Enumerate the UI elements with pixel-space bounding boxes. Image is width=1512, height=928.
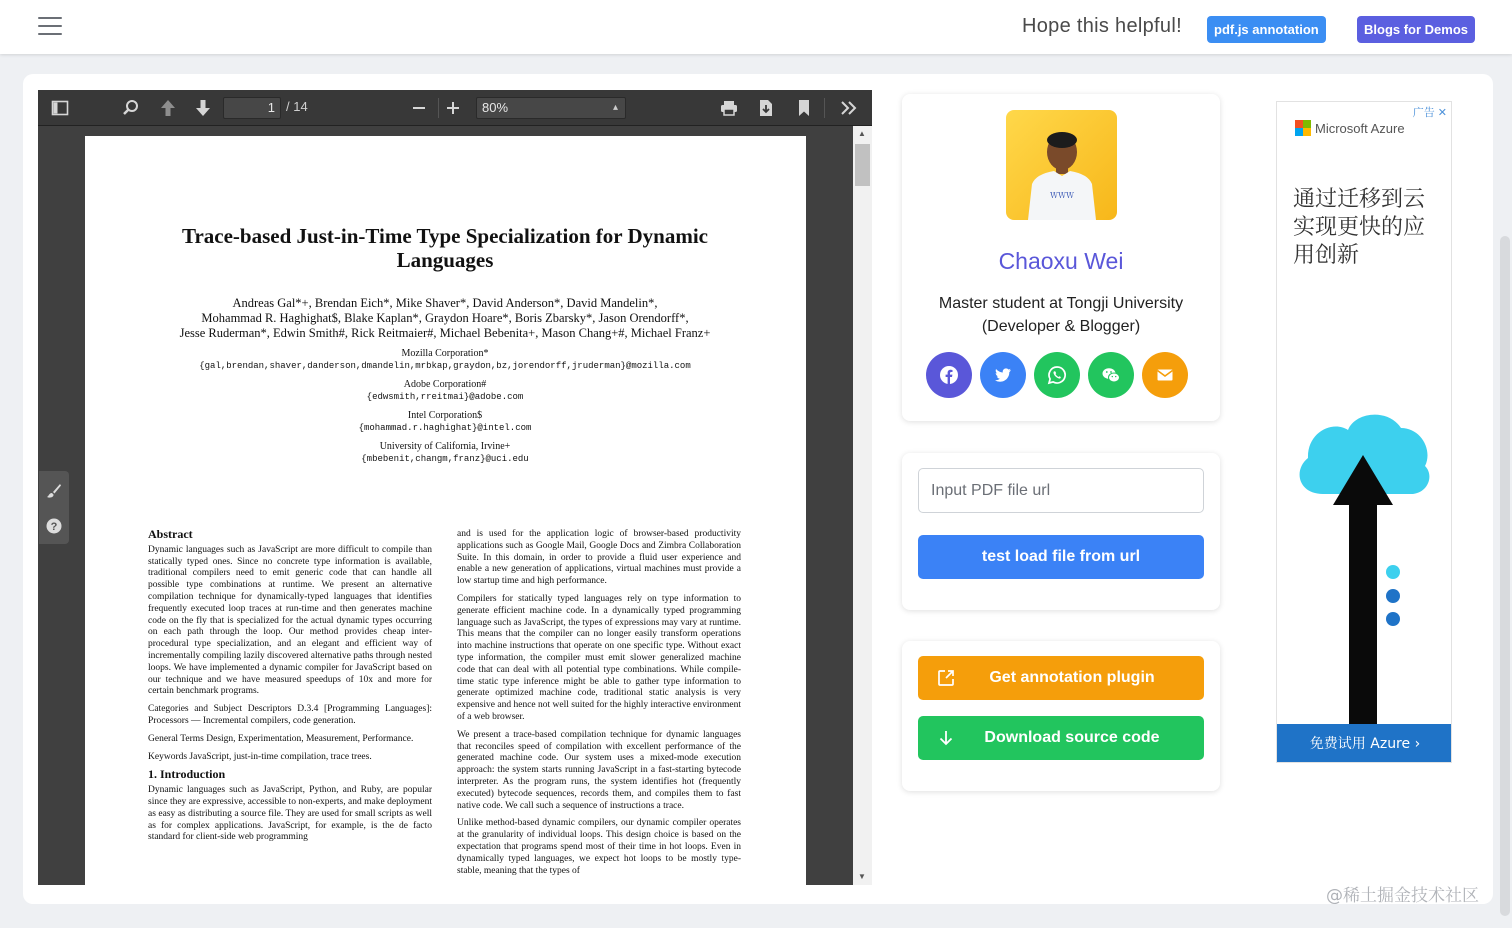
url-loader-card <box>902 453 1220 610</box>
affiliation <box>145 348 745 372</box>
page-number-input[interactable]: 1 <box>223 97 281 119</box>
profile-desc-line: Master student at Tongji University <box>938 295 1184 312</box>
brush-icon[interactable] <box>46 483 62 499</box>
affiliation-email: {mbebenit,changm,franz}@uci.edu <box>361 454 529 464</box>
ad-headline: 通过迁移到云实现更快的应用创新 <box>1293 187 1426 268</box>
microsoft-logo-icon <box>1295 120 1311 136</box>
facebook-button[interactable] <box>926 352 972 398</box>
ad-label-text: 广告 <box>1412 107 1435 119</box>
intro-heading: 1. Introduction <box>148 767 226 782</box>
print-icon[interactable] <box>719 98 739 118</box>
download-icon[interactable] <box>756 98 776 118</box>
authors-line: Mohammad R. Haghighat$, Blake Kaplan*, Graydon Hoare*, Boris Zbarsky*, Jason Orendorff*, <box>201 311 689 325</box>
keywords-text: Keywords JavaScript, just-in-time compilation, trace trees. <box>148 751 372 762</box>
tagline: Hope this helpful! <box>1022 15 1182 37</box>
close-icon[interactable]: ✕ <box>1437 107 1447 119</box>
ad-label[interactable] <box>1413 104 1447 120</box>
blogs-for-demos-button[interactable]: Blogs for Demos <box>1357 16 1475 43</box>
pdf-toolbar <box>38 90 872 126</box>
get-annotation-plugin-button[interactable] <box>918 656 1204 700</box>
watermark: @稀土掘金技术社区 <box>1326 886 1479 906</box>
profile-card <box>902 94 1220 421</box>
svg-text:ＷＷＷ: ＷＷＷ <box>1050 191 1074 200</box>
top-navbar <box>0 0 1512 54</box>
mail-icon <box>1155 365 1175 385</box>
affiliation <box>145 410 745 434</box>
avatar <box>1006 110 1117 220</box>
affiliation-email: {gal,brendan,shaver,danderson,dmandelin,mrbkap,graydon,bz,jorendorff,jruderman}@mozilla.com <box>199 361 691 371</box>
email-button[interactable] <box>1142 352 1188 398</box>
scroll-up-icon[interactable]: ▲ <box>858 129 866 138</box>
toolbar-divider <box>824 98 825 118</box>
authors-line: Jesse Ruderman*, Edwin Smith#, Rick Reitmaier#, Michael Bebenita+, Mason Chang+#, Michael Franz+ <box>179 326 711 340</box>
affiliation-name: Adobe Corporation# <box>403 379 487 390</box>
sidebar-toggle-icon[interactable] <box>50 98 70 118</box>
affiliation-email: {mohammad.r.haghighat}@intel.com <box>358 423 532 433</box>
viewer-scrollbar[interactable] <box>853 126 872 885</box>
left-column <box>148 529 432 850</box>
hamburger-icon[interactable] <box>38 17 62 37</box>
right-column <box>457 529 741 883</box>
pdf-url-input[interactable] <box>918 468 1204 513</box>
bookmark-icon[interactable] <box>794 98 814 118</box>
profile-name: Chaoxu Wei <box>998 248 1124 274</box>
terms-text: General Terms Design, Experimentation, Measurement, Performance. <box>148 733 414 744</box>
cloud-upload-icon <box>1293 410 1433 725</box>
body-paragraph: Compilers for statically typed languages rely on type information to generate efficient machine code. In a dynamically typed programming language such as JavaScript, the types of expressions may vary at runtime. This means that the compiler can no longer easily transform operations into machine instructions that operate on one specific type. Without exact type information, the compiler must emit slower generalized machine code that can deal with all potential type combinations. While compile-time static type inference might be able to gather type information to generate optimized machine code, traditional static analysis is very expensive and hence not well suited for the highly interactive environment of a web browser. <box>457 593 741 722</box>
button-label: Get annotation plugin <box>989 669 1155 686</box>
help-icon[interactable] <box>46 518 62 534</box>
affiliation-name: University of California, Irvine+ <box>379 441 511 452</box>
chevron-updown-icon: ▴ <box>612 102 618 113</box>
wechat-icon <box>1101 365 1121 385</box>
authors-line: Andreas Gal*+, Brendan Eich*, Mike Shaver*, David Anderson*, David Mandelin*, <box>232 296 658 310</box>
zoom-select[interactable] <box>476 97 626 119</box>
zoom-value: 80% <box>482 100 509 115</box>
profile-description <box>902 292 1220 338</box>
toolbar-divider <box>438 98 439 118</box>
profile-desc-line: (Developer & Blogger) <box>981 318 1141 335</box>
categories-text: Categories and Subject Descriptors D.3.4 [Programming Languages]: Processors — Incremental compilers, code generation. <box>148 704 432 726</box>
load-from-url-button[interactable]: test load file from url <box>918 535 1204 579</box>
facebook-icon <box>939 365 959 385</box>
zoom-in-icon[interactable] <box>443 98 463 118</box>
scrollbar-thumb[interactable] <box>855 144 870 186</box>
scroll-down-icon[interactable]: ▼ <box>858 872 866 881</box>
zoom-out-icon[interactable] <box>409 98 429 118</box>
actions-card <box>902 641 1220 791</box>
affiliation-name: Mozilla Corporation* <box>401 348 489 359</box>
abstract-heading: Abstract <box>148 527 193 541</box>
svg-text:?: ? <box>50 521 58 533</box>
search-icon[interactable] <box>121 98 141 118</box>
intro-text: Dynamic languages such as JavaScript, Python, and Ruby, are popular since they are expressive, accessible to non-experts, and make deployment as easy as distributing a source file. They are used for small scripts as well as for complex applications. JavaScript, for example, is the de facto standard for client-side web programming <box>148 785 432 843</box>
paper-title: Trace-based Just-in-Time Type Specialization for Dynamic Languages <box>182 224 708 272</box>
download-source-code-button[interactable] <box>918 716 1204 760</box>
previous-page-icon[interactable] <box>158 98 178 118</box>
pdf-page <box>85 136 806 885</box>
twitter-button[interactable] <box>980 352 1026 398</box>
ad-brand-name: Microsoft Azure <box>1315 121 1405 136</box>
annotation-side-tools <box>39 471 69 544</box>
page-scrollbar[interactable] <box>1500 236 1510 916</box>
body-paragraph: and is used for the application logic of browser-based productivity applications such as Google Mail, Google Docs and Zimbra Collaboration Suite. In this domain, in order to provide a fluid user experience and enable a new generation of applications, virtual machines must provide a low startup time and high performance. <box>457 529 741 587</box>
twitter-icon <box>993 365 1013 385</box>
advertisement[interactable] <box>1276 101 1452 763</box>
abstract-text: Dynamic languages such as JavaScript are more difficult to compile than statically typed ones. Since no concrete type information is available, traditional compilers need to emit generic code that can handle all possible type combinations at runtime. We present an alternative compilation technique for dynamically-typed languages that identifies frequently executed loop traces at run-time and then generates machine code on the fly that is specialized for the actual dynamic types occurring on each path through the loop. Our method provides cheap inter-procedural type specialization, and an elegant and efficient way of incrementally compiling lazily discovered alternative paths through nested loops. We have implemented a dynamic compiler for JavaScript based on our technique and we have measured speedups of 10x and more for certain benchmark programs. <box>148 544 432 697</box>
affiliation <box>145 441 745 465</box>
affiliation-name: Intel Corporation$ <box>407 410 483 421</box>
affiliation-email: {edwsmith,rreitmai}@adobe.com <box>366 392 524 402</box>
ad-brand <box>1295 120 1405 136</box>
affiliation <box>145 379 745 403</box>
page-count: / 14 <box>286 99 308 114</box>
tools-menu-icon[interactable] <box>839 98 859 118</box>
body-paragraph: We present a trace-based compilation technique for dynamic languages that reconciles speed of compilation with excellent performance of the generated machine code. Our system uses a mixed-mode execution approach: the system starts running JavaScript in a fast-starting bytecode interpreter. As the program runs, the system identifies hot (frequently executed) bytecode sequences, records them, and compiles them to fast native code. We call such a sequence of instructions a trace. <box>457 729 741 811</box>
body-paragraph: Unlike method-based dynamic compilers, our dynamic compiler operates at the granularity of individual loops. This design choice is based on the expectation that programs spend most of their time in hot loops. Even in dynamically typed languages, we expect hot loops to be mostly type-stable, meaning that the types of <box>457 818 741 876</box>
whatsapp-button[interactable] <box>1034 352 1080 398</box>
next-page-icon[interactable] <box>193 98 213 118</box>
wechat-button[interactable] <box>1088 352 1134 398</box>
pdfjs-annotation-button[interactable]: pdf.js annotation <box>1207 16 1326 43</box>
pdf-viewer <box>38 90 872 885</box>
paper-authors <box>145 296 745 341</box>
whatsapp-icon <box>1047 365 1067 385</box>
ad-cta-button[interactable]: 免费试用 Azure › <box>1277 724 1452 763</box>
button-label: Download source code <box>984 729 1160 746</box>
